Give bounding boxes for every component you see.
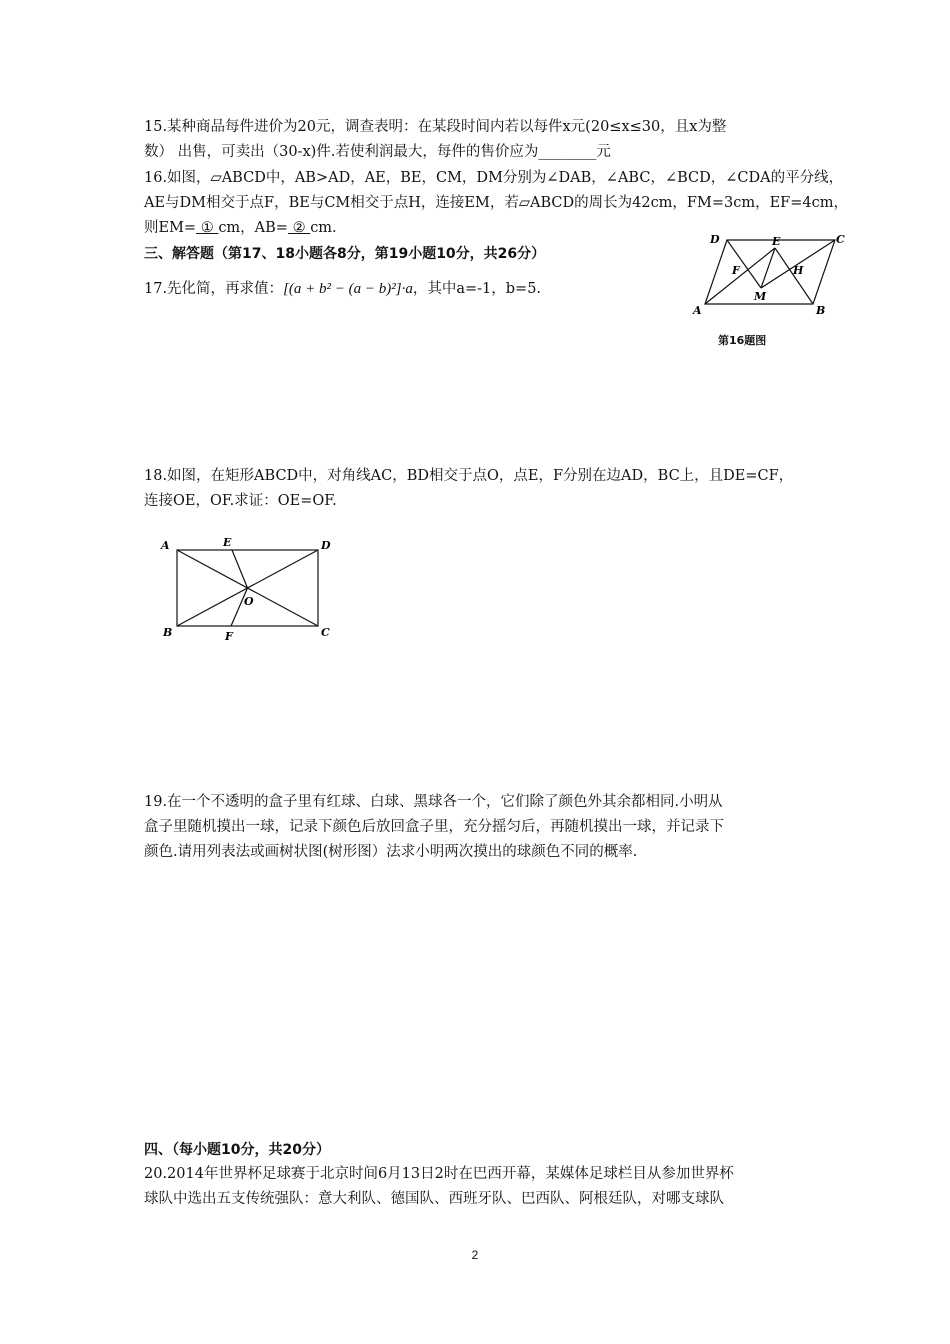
fig16-label-m: M [754,290,767,303]
q19-line-1: 19.在一个不透明的盒子里有红球、白球、黑球各一个，它们除了颜色外其余都相同.小明从 [144,794,723,810]
q16-line-3 [144,218,337,238]
q16-blank-1-mark: ① [200,220,214,236]
q17-formula: [(a + b² − (a − b)²]·a [283,281,413,297]
q18-line-1: 18.如图，在矩形ABCD中，对角线AC，BD相交于点O，点E，F分别在边AD，BC上，且DE=CF， [144,468,794,484]
q19-line-3: 颜色.请用列表法或画树状图(树形图）法求小明两次摸出的球颜色不同的概率. [144,844,638,860]
fig16-label-d: D [710,233,720,246]
fig16-label-e: E [772,235,781,248]
q16-ab-label: cm，AB= [218,220,288,236]
fig18-label-b: B [163,626,173,639]
q17-line [144,276,541,302]
figure-18-diagram [155,532,340,644]
q17-suffix: ，其中a=-1，b=5. [412,281,542,297]
section-3-heading: 三、解答题（第17、18小题各8分，第19小题10分，共26分） [144,246,546,262]
fig18-label-d: D [321,539,331,552]
q16-line-2: AE与DM相交于点F，BE与CM相交于点H，连接EM，若▱ABCD的周长为42cm，FM=3cm，EF=4cm， [144,195,848,211]
q16-blank-2-mark: ② [292,220,306,236]
fig18-label-c: C [321,626,330,639]
fig16-label-b: B [816,304,826,317]
q19-line-2: 盒子里随机摸出一球，记录下颜色后放回盒子里，充分摇匀后，再随机摸出一球，并记录下 [144,819,724,835]
fig16-label-c: C [836,233,845,246]
fig18-label-f: F [225,630,233,643]
section-4-heading: 四、（每小题10分，共20分） [144,1142,330,1158]
figure-16-caption: 第16题图 [718,334,767,347]
q18-line-2: 连接OE，OF.求证：OE=OF. [144,493,337,509]
fig16-label-h: H [793,264,804,277]
fig16-label-f: F [732,264,740,277]
q20-line-2: 球队中选出五支传统强队：意大利队、德国队、西班牙队、巴西队、阿根廷队，对哪支球队 [144,1191,724,1207]
q16-line-1: 16.如图，▱ABCD中，AB>AD，AE，BE，CM，DM分别为∠DAB，∠ABC，∠BCD，∠CDA的平分线， [144,170,844,186]
figure-16-diagram [690,228,850,320]
q16-blank-1 [196,220,218,236]
q16-blank-2 [288,220,310,236]
fig18-label-e: E [223,536,232,549]
figure-16 [690,228,850,320]
fig16-label-a: A [693,304,702,317]
q15-line-1: 15.某种商品每件进价为20元，调查表明：在某段时间内若以每件x元(20≤x≤30，且x为整 [144,119,727,135]
q17-prefix: 17.先化简，再求值： [144,281,284,297]
q16-end: cm. [310,220,337,236]
figure-18 [155,532,340,644]
fig18-label-a: A [161,539,170,552]
segment-oe [232,550,248,588]
q16-em-label: 则EM= [144,220,197,236]
parallelogram-abcd [705,240,835,304]
q20-line-1: 20.2014年世界杯足球赛于北京时间6月13日2时在巴西开幕，某媒体足球栏目从参加世界杯 [144,1166,734,1182]
fig18-label-o: O [244,595,254,608]
page-number: 2 [471,1248,479,1262]
q15-line-2: 数） 出售，可卖出（30-x)件.若使利润最大，每件的售价应为________元 [144,144,611,160]
